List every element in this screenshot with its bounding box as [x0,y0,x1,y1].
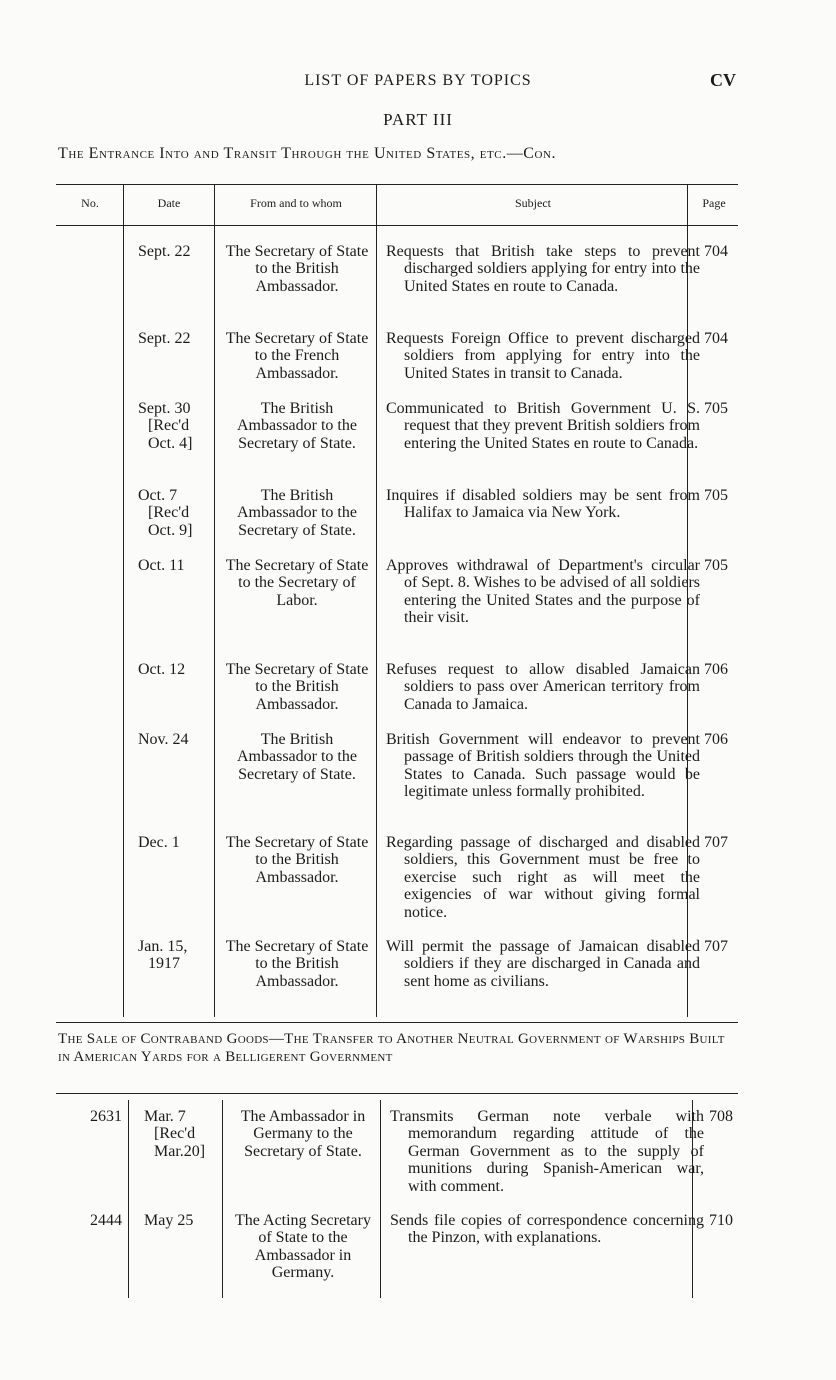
row-date [128,938,212,973]
column-divider [128,1100,129,1298]
date-line: Sept. 22 [138,330,191,347]
row-subject: Requests that British take steps to prevent discharged soldiers applying for entry into the United States en route to Canada. [386,243,700,295]
running-head [0,70,836,94]
row-page: 706 [704,661,728,678]
date-line: Nov. 24 [138,731,189,748]
row-subject: Sends file copies of correspondence concerning the Pinzon, with explanations. [390,1212,704,1247]
row-correspondents: The British Ambassador to the Secretary of State. [237,731,357,783]
table-header-rule [56,225,738,226]
row-subject: Regarding passage of discharged and disabled soldiers, this Government must be free to exercise such right as will meet the exigencies of war without giving formal notice. [386,834,700,921]
row-subject: British Government will endeavor to prevent passage of British soldiers through the United States to Canada. Such passage would be legitimate unless formally prohibited. [386,731,700,801]
row-page: 705 [704,557,728,574]
row-subject: Communicated to British Government U. S. request that they prevent British soldiers from entering the United States en route to Canada. [386,400,700,452]
row-number: 2631 [90,1108,122,1125]
row-date [128,834,212,851]
row-subject: Requests Foreign Office to prevent discharged soldiers from applying for entry into the United States in transit to Canada. [386,330,700,382]
row-date [128,557,212,574]
date-line: Mar.20] [154,1142,206,1160]
table-top-rule [56,184,738,185]
row-date [128,731,212,748]
date-line: [Rec'd [154,1125,196,1143]
row-page: 710 [709,1212,733,1229]
row-page: 708 [709,1108,733,1125]
date-line: [Rec'd [148,417,190,435]
row-correspondents: The Secretary of State to the British Ambassador. [225,661,369,713]
row-correspondents: The Secretary of State to the British Ambassador. [225,834,369,886]
row-page: 707 [704,938,728,955]
row-subject: Transmits German note verbale with memorandum regarding attitude of the German Government as to the supply of munitions during Spanish-American war, with comment. [390,1108,704,1195]
page-number: CV [710,70,736,90]
section-heading: The Entrance Into and Transit Through the United States, etc.—Con. [58,145,557,162]
row-correspondents: The British Ambassador to the Secretary of State. [237,487,357,539]
column-divider [380,1100,381,1298]
row-correspondents: The Secretary of State to the French Ambassador. [225,330,369,382]
row-page: 704 [704,243,728,260]
row-correspondents: The Secretary of State to the British Ambassador. [225,243,369,295]
row-subject: Approves withdrawal of Department's circular of Sept. 8. Wishes to be advised of all soldiers entering the United States and the purpose of their visit. [386,557,700,627]
date-line: Jan. 15, [138,938,188,955]
section-heading-2: The Sale of Contraband Goods—The Transfer to Another Neutral Government of Warships Built in American Yards for a Belligerent Government [58,1031,725,1065]
row-subject: Refuses request to allow disabled Jamaican soldiers to pass over American territory from Canada to Jamaica. [386,661,700,713]
date-line: 1917 [148,955,180,973]
row-correspondents: The British Ambassador to the Secretary of State. [237,400,357,452]
row-page: 706 [704,731,728,748]
row-number: 2444 [90,1212,122,1229]
date-line: Sept. 22 [138,243,191,260]
row-page: 705 [704,487,728,504]
date-line: [Rec'd [148,504,190,522]
date-line: Oct. 11 [138,557,185,574]
table-top-rule-2 [56,1093,738,1094]
row-date [128,243,212,260]
row-date [128,400,212,452]
date-line: Oct. 4] [148,434,193,452]
row-correspondents: The Acting Secretary of State to the Ambassador in Germany. [235,1212,371,1282]
running-title: LIST OF PAPERS BY TOPICS [304,72,532,89]
row-page: 705 [704,400,728,417]
column-header-page: Page [702,196,726,210]
date-line: Oct. 9] [148,521,193,539]
date-line: Dec. 1 [138,834,180,851]
column-divider [376,185,377,1017]
column-divider [214,185,215,1017]
row-date [128,661,212,678]
column-divider [123,185,124,1017]
row-page: 707 [704,834,728,851]
row-correspondents: The Secretary of State to the Secretary of Labor. [225,557,369,609]
row-subject: Will permit the passage of Jamaican disabled soldiers if they are discharged in Canada and sent home as civilians. [386,938,700,990]
date-line: Mar. 7 [144,1108,186,1125]
part-title: PART III [383,110,453,129]
column-header-no: No. [81,196,99,210]
row-page: 704 [704,330,728,347]
date-line: Oct. 7 [138,487,178,504]
column-header-date: Date [157,196,181,210]
row-date [128,487,212,539]
section-rule [56,1022,738,1023]
date-line: Sept. 30 [138,400,191,417]
date-line: Oct. 12 [138,661,186,678]
row-date [128,330,212,347]
row-date [134,1108,220,1160]
row-correspondents: The Ambassador in Germany to the Secretary of State. [240,1108,366,1160]
column-divider [222,1100,223,1298]
row-date [134,1212,220,1229]
column-header-from: From and to whom [250,196,342,210]
column-header-subject: Subject [515,196,551,210]
date-line: May 25 [144,1212,194,1229]
row-correspondents: The Secretary of State to the British Ambassador. [225,938,369,990]
row-subject: Inquires if disabled soldiers may be sent from Halifax to Jamaica via New York. [386,487,700,522]
